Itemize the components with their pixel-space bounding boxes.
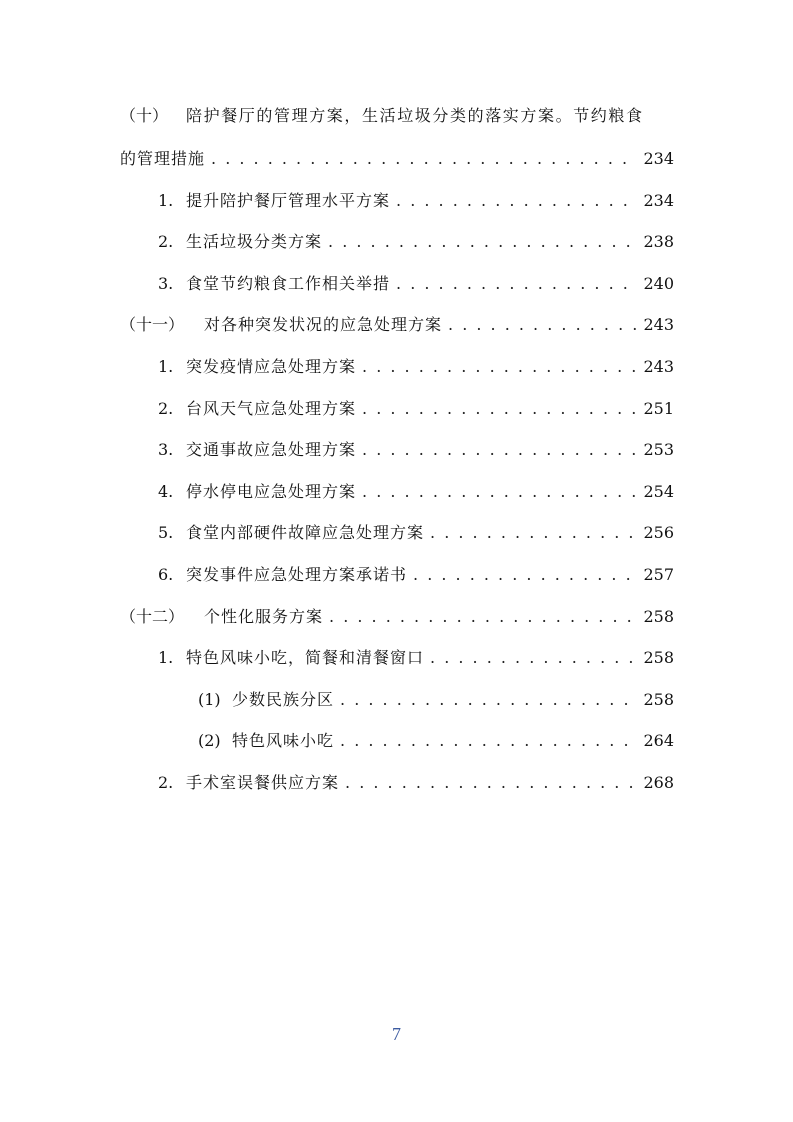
toc-entry-title: 的管理措施 [120,149,206,168]
toc-entry-number: (1) [198,690,221,709]
toc-leader-dots [362,480,636,504]
toc-entry-title: 少数民族分区 [232,690,335,709]
toc-entry-number: 3. [158,440,174,459]
toc-page-number: 256 [643,523,674,542]
toc-entry-title: 生活垃圾分类方案 [186,232,323,251]
toc-entry-title: 陪护餐厅的管理方案，生活垃圾分类的落实方案。节约粮食 [186,106,644,125]
toc-leader-dots [340,729,636,753]
toc-page-number: 253 [643,440,674,459]
toc-leader-dots [362,438,636,462]
toc-page-number: 254 [643,482,674,501]
toc-entry-title: 手术室误餐供应方案 [186,773,340,792]
toc-leader-dots [413,563,636,587]
page-number: 7 [392,1024,401,1044]
toc-leader-dots [430,646,636,670]
toc-entry-title: 突发疫情应急处理方案 [186,357,357,376]
toc-entry-number: (2) [198,731,221,750]
toc-entry-number: （十一） [120,315,185,334]
toc-entry[interactable] [158,563,674,587]
toc-entry[interactable] [158,397,674,421]
toc-page-number: 268 [643,773,674,792]
toc-entry-10[interactable] [120,104,674,128]
toc-leader-dots [396,189,636,213]
toc-leader-dots [362,397,636,421]
toc-entry-title: 食堂内部硬件故障应急处理方案 [186,523,425,542]
toc-page-number: 258 [643,690,674,709]
toc-page-number: 238 [643,232,674,251]
toc-page-number: 258 [643,607,674,626]
toc-entry-number: 2. [158,399,174,418]
toc-entry-number: 1. [158,648,174,667]
toc-page-number: 243 [643,357,674,376]
toc-leader-dots [362,355,636,379]
toc-entry-number: 2. [158,232,174,251]
toc-entry[interactable] [158,771,674,795]
toc-page-number: 234 [643,191,674,210]
toc-entry[interactable] [198,688,674,712]
toc-entry-number: 6. [158,565,174,584]
toc-entry[interactable] [158,272,674,296]
toc-leader-dots [329,605,636,629]
toc-entry-title: 提升陪护餐厅管理水平方案 [186,191,391,210]
toc-entry-number: 2. [158,773,174,792]
toc-entry-number: 3. [158,274,174,293]
toc-page-number: 257 [643,565,674,584]
toc-entry-title: 交通事故应急处理方案 [186,440,357,459]
toc-page-number: 234 [643,149,674,168]
toc-leader-dots [345,771,636,795]
toc-entry[interactable] [158,189,674,213]
toc-entry[interactable] [198,729,674,753]
toc-entry-title: 特色风味小吃，简餐和清餐窗口 [186,648,425,667]
toc-page-number: 258 [643,648,674,667]
toc-page-number: 251 [643,399,674,418]
toc-entry-title: 对各种突发状况的应急处理方案 [204,315,443,334]
toc-leader-dots [211,147,636,171]
toc-entry-11[interactable] [120,313,674,337]
toc-entry-title: 突发事件应急处理方案承诺书 [186,565,408,584]
toc-entry-title: 特色风味小吃 [232,731,335,750]
toc-entry[interactable] [158,355,674,379]
toc-page-number: 243 [643,315,674,334]
toc-entry-title: 停水停电应急处理方案 [186,482,357,501]
toc-entry-number: 4. [158,482,174,501]
toc-entry-12[interactable] [120,605,674,629]
toc-entry[interactable] [158,438,674,462]
toc-leader-dots [328,230,636,254]
toc-entry[interactable] [158,230,674,254]
toc-leader-dots [430,521,636,545]
toc-entry[interactable] [158,480,674,504]
toc-entry-title: 个性化服务方案 [204,607,324,626]
toc-entry[interactable] [158,646,674,670]
toc-leader-dots [340,688,636,712]
toc-page-number: 240 [643,274,674,293]
toc-entry-10-continuation[interactable] [120,147,674,171]
toc-entry-number: 5. [158,523,174,542]
toc-entry-number: （十二） [120,607,185,626]
toc-leader-dots [396,272,636,296]
toc-entry-number: （十） [120,106,169,125]
toc-page-number: 264 [643,731,674,750]
toc-leader-dots [448,313,636,337]
toc-entry-number: 1. [158,357,174,376]
toc-entry[interactable] [158,521,674,545]
toc-entry-title: 台风天气应急处理方案 [186,399,357,418]
toc-entry-title: 食堂节约粮食工作相关举措 [186,274,391,293]
toc-entry-number: 1. [158,191,174,210]
